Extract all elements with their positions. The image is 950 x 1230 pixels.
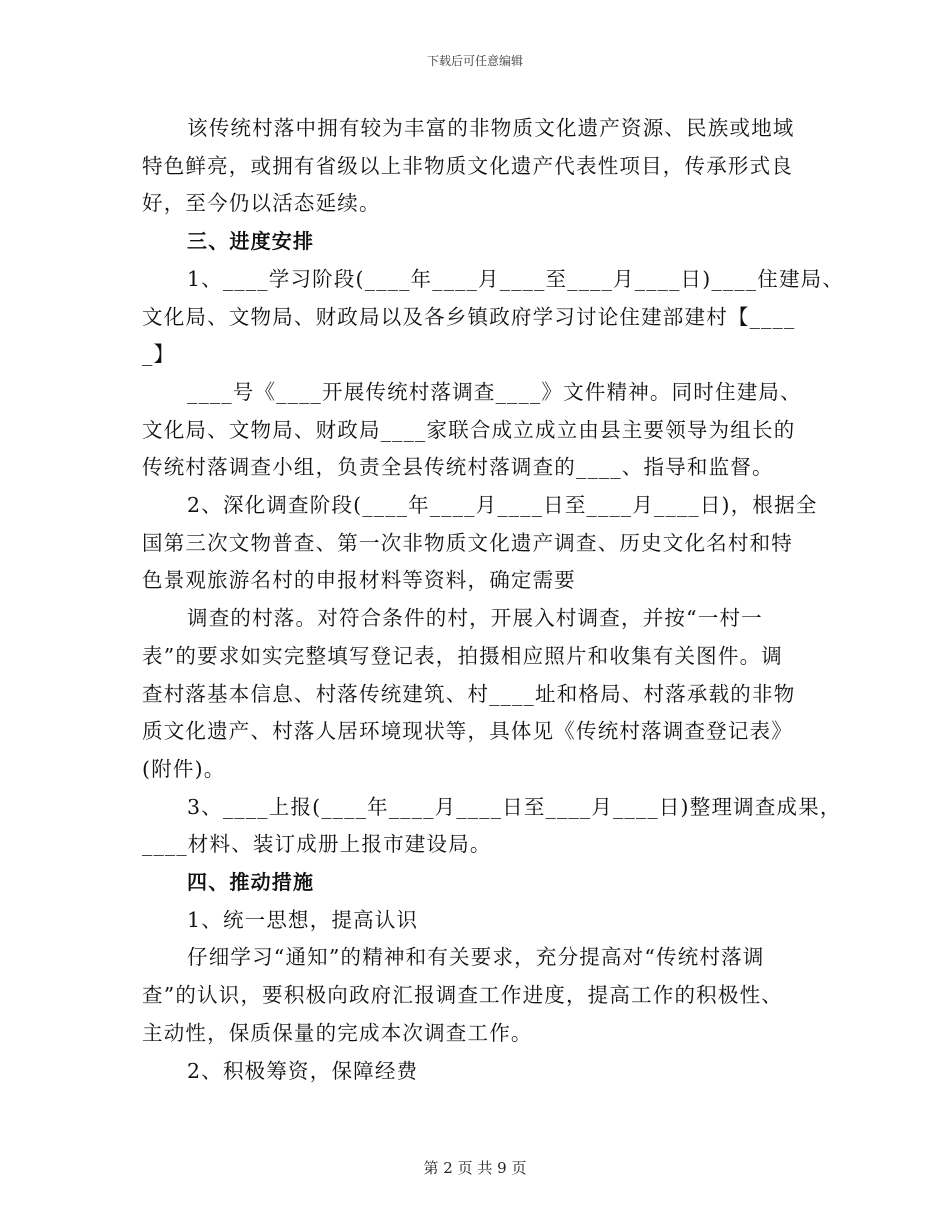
text-line: _】	[142, 342, 176, 367]
text-line: 查村落基本信息、村落传统建筑、村____址和格局、村落承载的非物	[142, 681, 796, 706]
text-line: 1、____学习阶段(____年____月____至____月____日)____住建局、	[187, 266, 845, 291]
paragraph-document-spirit	[142, 374, 822, 487]
text-line: 主动性，保质保量的完成本次调查工作。	[142, 1020, 533, 1045]
text-line: (附件)。	[142, 756, 226, 781]
text-line: 1、统一思想，提高认识	[187, 907, 419, 932]
paragraph-village-survey	[142, 600, 822, 789]
text-line: 色景观旅游名村的申报材料等资料，确定需要	[142, 568, 576, 593]
text-line: ____号《____开展传统村落调查____》文件精神。同时住建局、	[187, 379, 802, 404]
text-line: 好，至今仍以活态延续。	[142, 191, 381, 216]
text-line: 表”的要求如实完整填写登记表，拍摄相应照片和收集有关图件。调	[142, 643, 783, 668]
text-line: 调查的村落。对符合条件的村，开展入村调查，并按“一村一	[187, 606, 763, 631]
subheading-unify-thinking	[142, 902, 822, 940]
text-line: 查”的认识，要积极向政府汇报调查工作进度，提高工作的积极性、	[142, 983, 783, 1008]
document-body	[142, 110, 845, 1090]
text-line: 该传统村落中拥有较为丰富的非物质文化遗产资源、民族或地域	[187, 116, 795, 140]
text-line: 特色鲜亮，或拥有省级以上非物质文化遗产代表性项目，传承形式良	[142, 153, 793, 178]
section-heading-schedule: 三、进度安排	[187, 229, 315, 254]
paragraph-report-phase	[142, 789, 842, 864]
text-line: 3、____上报(____年____月____日至____月____日)整理调查成果，	[187, 794, 842, 819]
text-line: 质文化遗产、村落人居环境现状等，具体见《传统村落调查登记表》	[142, 719, 793, 744]
page-footer: 第 2 页 共 9 页	[423, 1159, 527, 1177]
page-header: 下载后可任意编辑	[426, 54, 523, 68]
paragraph-intangible-heritage	[142, 110, 822, 223]
paragraph-study-notice	[142, 939, 822, 1052]
text-line: ____材料、装订成册上报市建设局。	[142, 832, 492, 857]
paragraph-study-phase	[142, 261, 845, 374]
text-line: 仔细学习“通知”的精神和有关要求，充分提高对“传统村落调	[187, 945, 765, 970]
text-line: 文化局、文物局、财政局____家联合成立成立由县主要领导为组长的	[142, 417, 796, 442]
text-line: 2、积极筹资，保障经费	[187, 1058, 419, 1083]
text-line: 2、深化调查阶段(____年____月____日至____月____日)，根据全	[187, 493, 818, 518]
text-line: 国第三次文物普查、第一次非物质文化遗产调查、历史文化名村和特	[142, 530, 793, 555]
paragraph-deep-survey-phase	[142, 487, 822, 600]
text-line: 文化局、文物局、财政局以及各乡镇政府学习讨论住建部建村【____	[142, 304, 796, 329]
text-line: 传统村落调查小组，负责全县传统村落调查的____、指导和监督。	[142, 455, 774, 480]
subheading-raise-funds	[142, 1053, 822, 1091]
section-heading-measures: 四、推动措施	[187, 870, 315, 895]
